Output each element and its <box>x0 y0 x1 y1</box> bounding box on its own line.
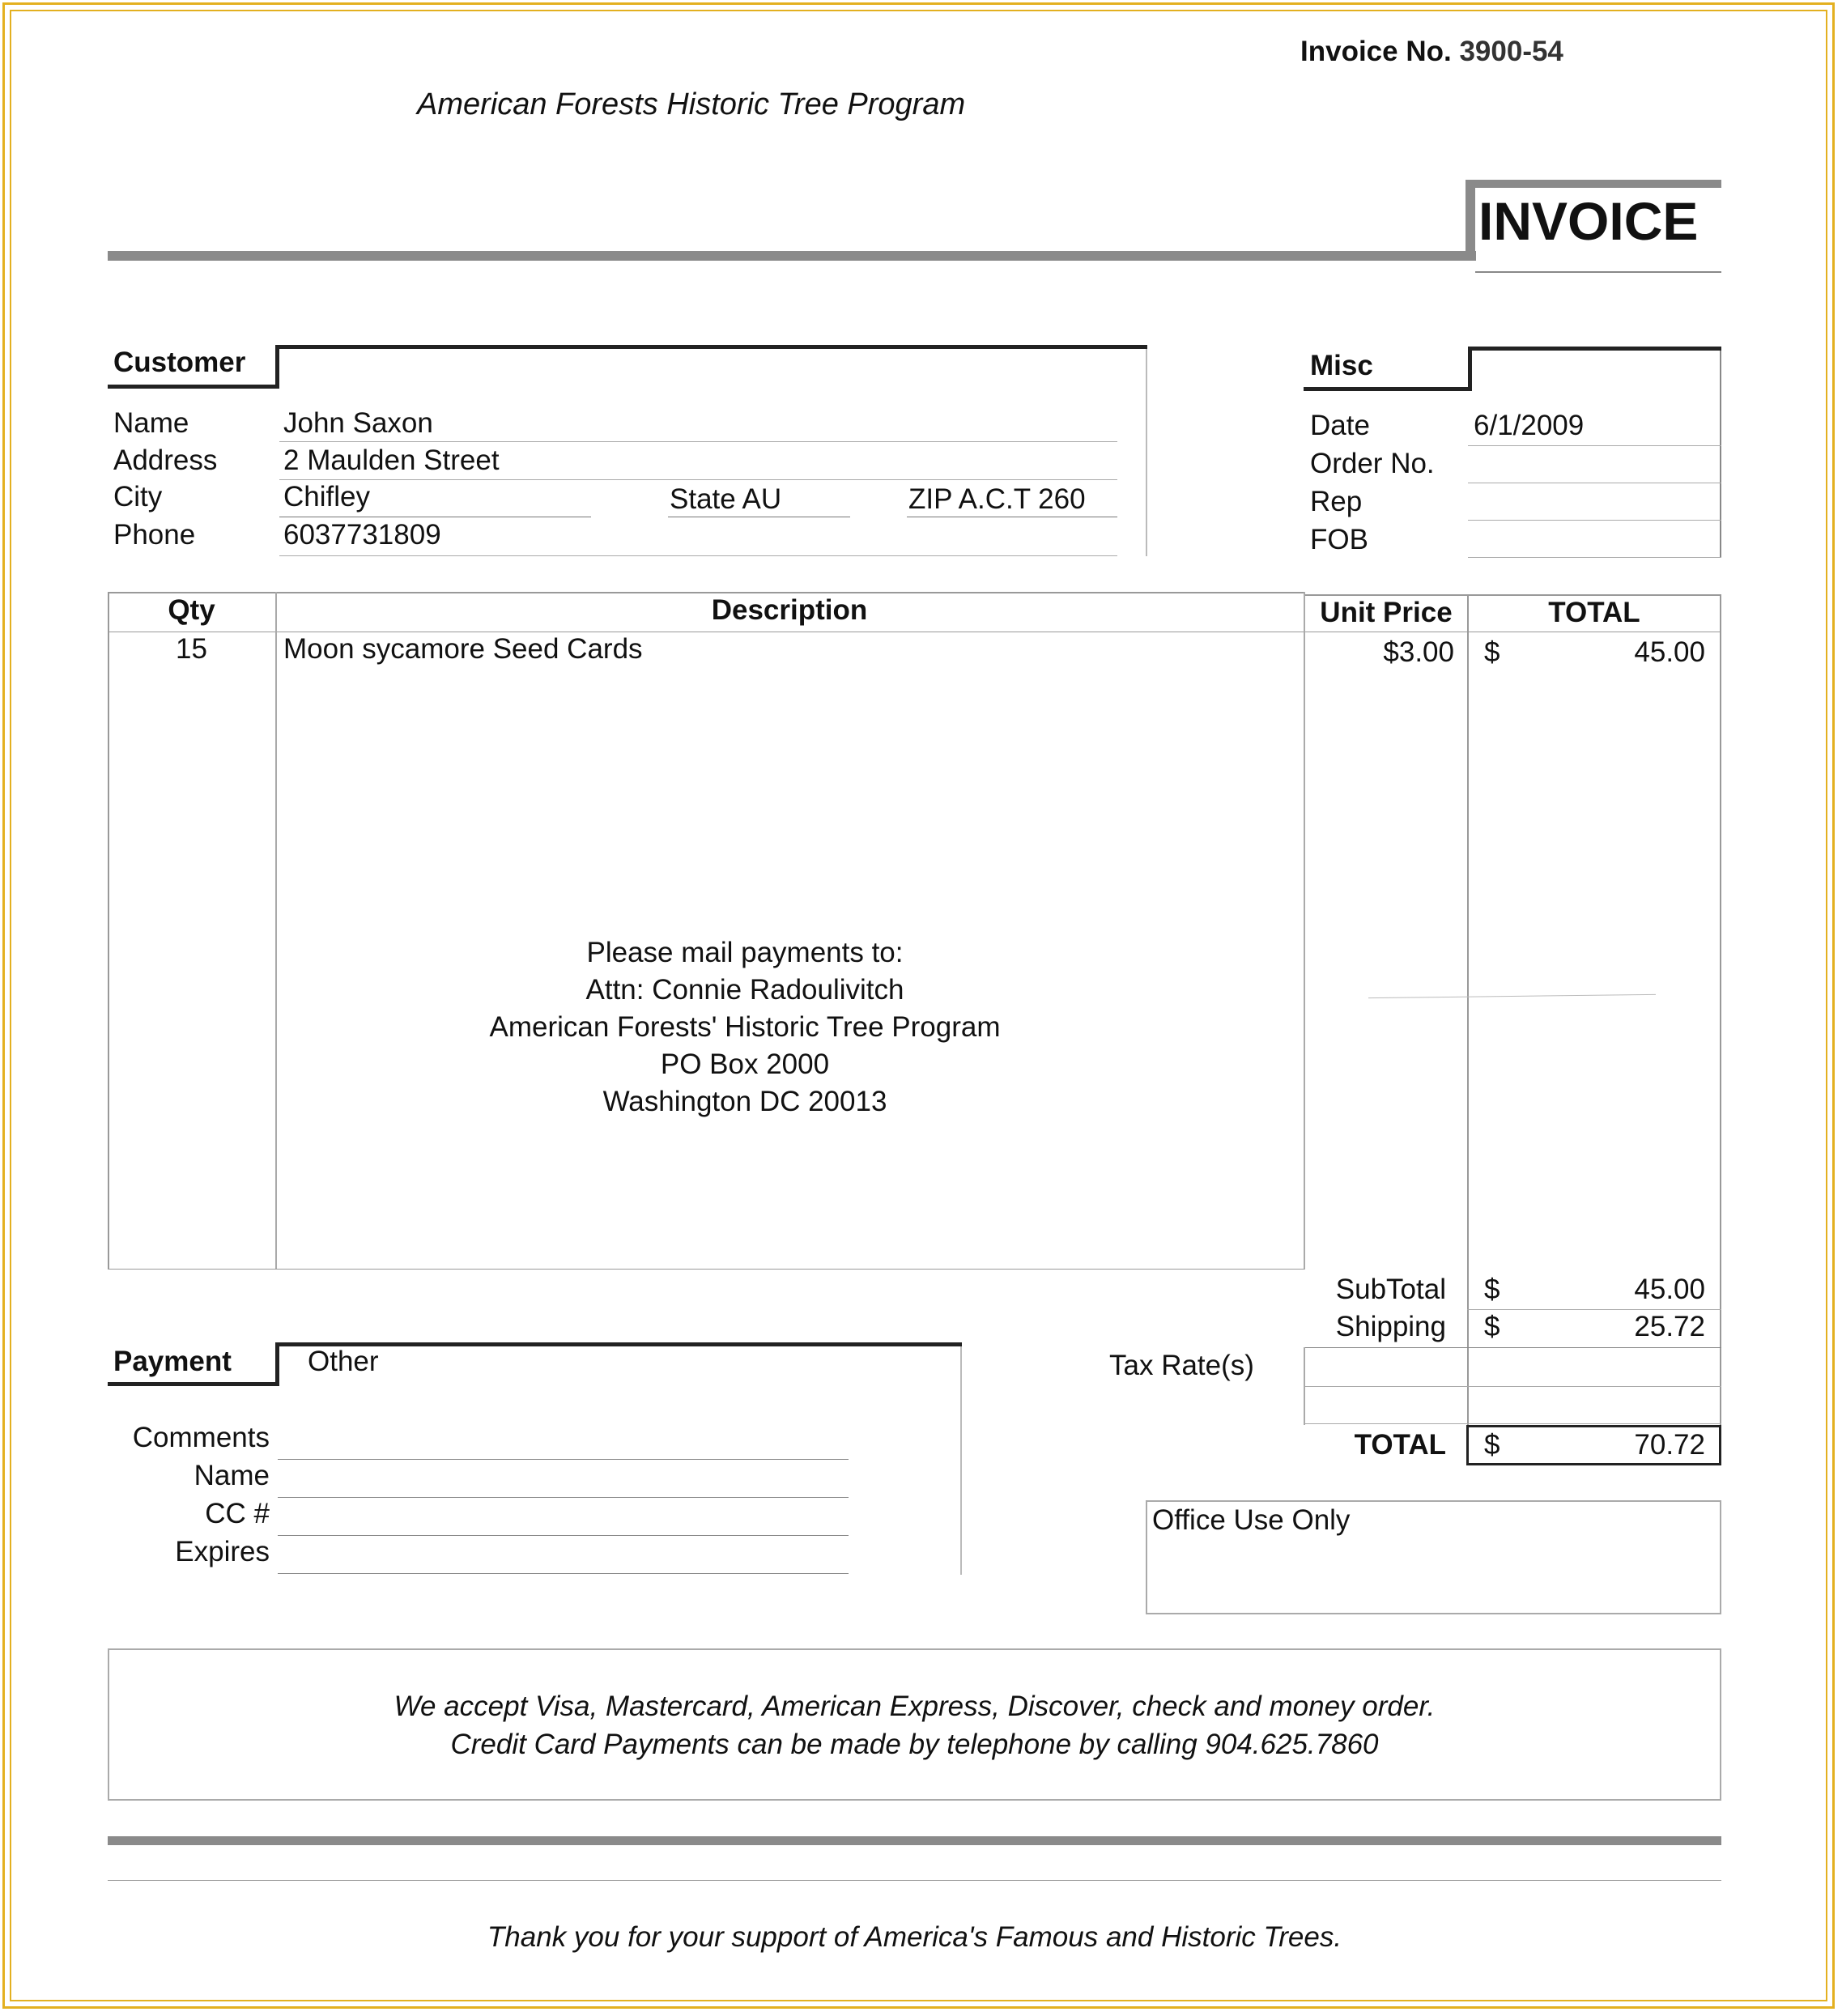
payment-cc-label: CC # <box>205 1498 270 1529</box>
misc-tab-riser <box>1468 347 1472 391</box>
customer-phone-line <box>279 555 1117 556</box>
customer-right-edge <box>1146 349 1147 556</box>
grand-total-currency: $ <box>1484 1429 1500 1461</box>
mail-note-line: American Forests' Historic Tree Program <box>489 1011 1001 1043</box>
table-right-edge <box>1720 594 1721 1465</box>
office-use-label: Office Use Only <box>1152 1504 1351 1536</box>
payment-method: Other <box>308 1346 379 1377</box>
misc-date-label: Date <box>1310 410 1370 441</box>
header-unit-price: Unit Price <box>1320 597 1453 628</box>
tax-rate-label: Tax Rate(s) <box>1109 1350 1254 1381</box>
payment-name-line <box>278 1497 849 1498</box>
payment-comments-line <box>278 1459 849 1460</box>
header-rule <box>108 251 1476 261</box>
invoice-number-value: 3900-54 <box>1459 36 1563 67</box>
customer-zip-label: ZIP <box>908 483 952 515</box>
payment-label: Payment <box>113 1346 232 1377</box>
customer-address-line <box>279 479 1117 480</box>
table-price-divider <box>1467 594 1469 1465</box>
table-top-left <box>108 592 1304 593</box>
subtotal-line <box>1467 1309 1721 1310</box>
mail-note <box>437 934 1053 1121</box>
misc-order-label: Order No. <box>1310 448 1435 479</box>
misc-fob-label: FOB <box>1310 524 1368 555</box>
tax-line <box>1304 1386 1721 1387</box>
customer-phone-label: Phone <box>113 519 196 551</box>
header-qty: Qty <box>168 594 215 626</box>
tax-bottom-line <box>1304 1423 1721 1424</box>
misc-right-edge <box>1720 351 1721 558</box>
table-qty-divider <box>275 592 277 1270</box>
footer-thin-rule <box>108 1880 1721 1881</box>
thank-you-text: Thank you for your support of America's Famous and Historic Trees. <box>487 1921 1342 1953</box>
payment-expires-line <box>278 1573 849 1574</box>
payment-cc-line <box>278 1535 849 1536</box>
header-rule-top <box>1466 180 1721 188</box>
header-total: TOTAL <box>1548 597 1640 628</box>
row-unit-price: $3.00 <box>1383 636 1454 668</box>
mail-note-line: Please mail payments to: <box>586 937 904 968</box>
subtotal-value: 45.00 <box>1634 1274 1705 1305</box>
table-top-right <box>1304 594 1721 596</box>
customer-top-rule <box>275 345 1147 349</box>
customer-state-label: State <box>670 483 736 515</box>
customer-state <box>670 483 781 516</box>
customer-name-line <box>279 441 1117 442</box>
customer-address-label: Address <box>113 444 218 476</box>
table-left-edge <box>108 592 109 1270</box>
payment-comments-label: Comments <box>132 1422 270 1453</box>
misc-top-rule <box>1468 347 1721 351</box>
header-description: Description <box>711 594 868 626</box>
customer-zip <box>908 483 1086 516</box>
misc-rep-label: Rep <box>1310 486 1363 517</box>
customer-zip-value: A.C.T 260 <box>958 483 1086 515</box>
invoice-number-label: Invoice No. <box>1300 36 1452 67</box>
misc-date-line <box>1468 445 1721 446</box>
mail-note-line: Washington DC 20013 <box>602 1086 887 1117</box>
subtotal-currency: $ <box>1484 1274 1500 1305</box>
customer-tab-riser <box>275 345 279 389</box>
payment-right-edge <box>960 1346 962 1575</box>
invoice-number <box>1300 36 1563 68</box>
row-currency: $ <box>1484 636 1500 668</box>
header-rule-riser <box>1466 180 1475 261</box>
shipping-line <box>1304 1347 1721 1348</box>
customer-address-value: 2 Maulden Street <box>283 444 500 476</box>
misc-rep-line <box>1468 520 1721 521</box>
row-total: 45.00 <box>1634 636 1705 668</box>
subtotal-label: SubTotal <box>1335 1274 1446 1305</box>
misc-fob-line <box>1468 557 1721 558</box>
misc-date-value: 6/1/2009 <box>1474 410 1585 441</box>
customer-state-value: AU <box>742 483 782 515</box>
phone-payment-text: Credit Card Payments can be made by telephone by calling 904.625.7860 <box>450 1729 1379 1760</box>
customer-tab-underline <box>108 385 279 389</box>
customer-phone-value: 6037731809 <box>283 519 441 551</box>
row-description: Moon sycamore Seed Cards <box>283 633 643 665</box>
payment-tab-underline <box>108 1382 279 1386</box>
payment-name-label: Name <box>194 1460 270 1491</box>
table-bottom-line <box>108 1269 1304 1270</box>
misc-tab-underline <box>1304 387 1472 391</box>
misc-label: Misc <box>1310 350 1373 381</box>
mail-note-line: Attn: Connie Radoulivitch <box>585 974 904 1006</box>
customer-name-value: John Saxon <box>283 407 433 439</box>
payment-expires-label: Expires <box>175 1536 270 1567</box>
customer-label: Customer <box>113 347 246 378</box>
customer-city-value: Chifley <box>283 481 370 513</box>
grand-total-label: TOTAL <box>1354 1429 1446 1461</box>
shipping-value: 25.72 <box>1634 1311 1705 1342</box>
row-qty: 15 <box>176 633 207 665</box>
table-desc-divider <box>1304 592 1305 1270</box>
customer-city-label: City <box>113 481 163 513</box>
accepted-cards-text: We accept Visa, Mastercard, American Express, Discover, check and money order. <box>393 1691 1436 1722</box>
payment-tab-riser <box>275 1342 279 1386</box>
title-underline <box>1475 271 1721 273</box>
customer-name-label: Name <box>113 407 189 439</box>
grand-total-value: 70.72 <box>1634 1429 1705 1461</box>
shipping-label: Shipping <box>1335 1311 1446 1342</box>
mail-note-line: PO Box 2000 <box>660 1048 830 1080</box>
payment-info-box <box>108 1648 1721 1801</box>
invoice-title: INVOICE <box>1478 191 1699 251</box>
footer-rule <box>108 1836 1721 1845</box>
shipping-currency: $ <box>1484 1311 1500 1342</box>
company-name: American Forests Historic Tree Program <box>417 87 966 121</box>
